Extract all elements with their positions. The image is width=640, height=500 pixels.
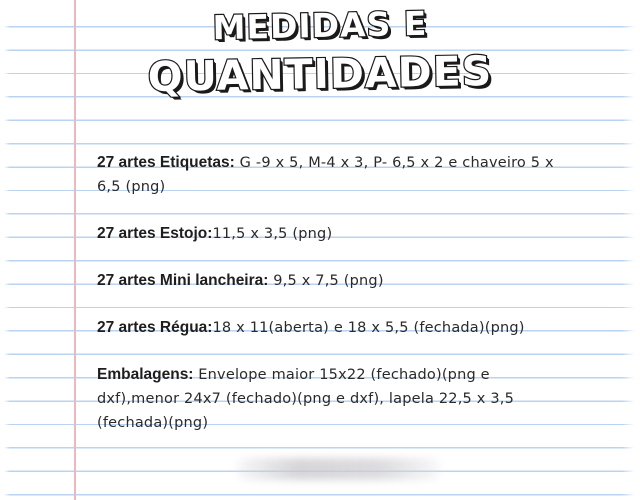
entry-label: 27 artes Etiquetas: (97, 154, 235, 171)
entry-value: G -9 x 5, M-4 x 3, P- 6,5 x 2 e chaveiro 5 x 6,5 (png) (97, 155, 554, 195)
entry-label: 27 artes Mini lancheira: (97, 272, 269, 289)
page-title-line-1: MEDIDAS E (212, 3, 428, 48)
page-title-line-2: QUANTIDADES (147, 46, 493, 102)
entry-value: Envelope maior 15x22 (fechado)(png e dxf),menor 24x7 (fechado)(png e dxf), lapela 22,5 x 3,5 (fechada)(png) (97, 367, 515, 431)
list-item-mini-lancheira (97, 269, 557, 293)
list-item-embalagens (97, 363, 557, 435)
entry-label: 27 artes Estojo: (97, 225, 213, 242)
list-item-etiquetas (97, 151, 557, 199)
list-item-regua (97, 316, 557, 340)
entry-label: 27 artes Régua: (97, 319, 213, 336)
entry-value: 9,5 x 7,5 (png) (268, 273, 384, 289)
list-item-estojo (97, 222, 557, 246)
blurred-smudge (236, 458, 441, 480)
entry-value: 11,5 x 3,5 (png) (212, 226, 333, 242)
entry-value: 18 x 11(aberta) e 18 x 5,5 (fechada)(png) (212, 320, 525, 336)
measurements-list (97, 151, 557, 458)
entry-label: Embalagens: (97, 366, 194, 383)
